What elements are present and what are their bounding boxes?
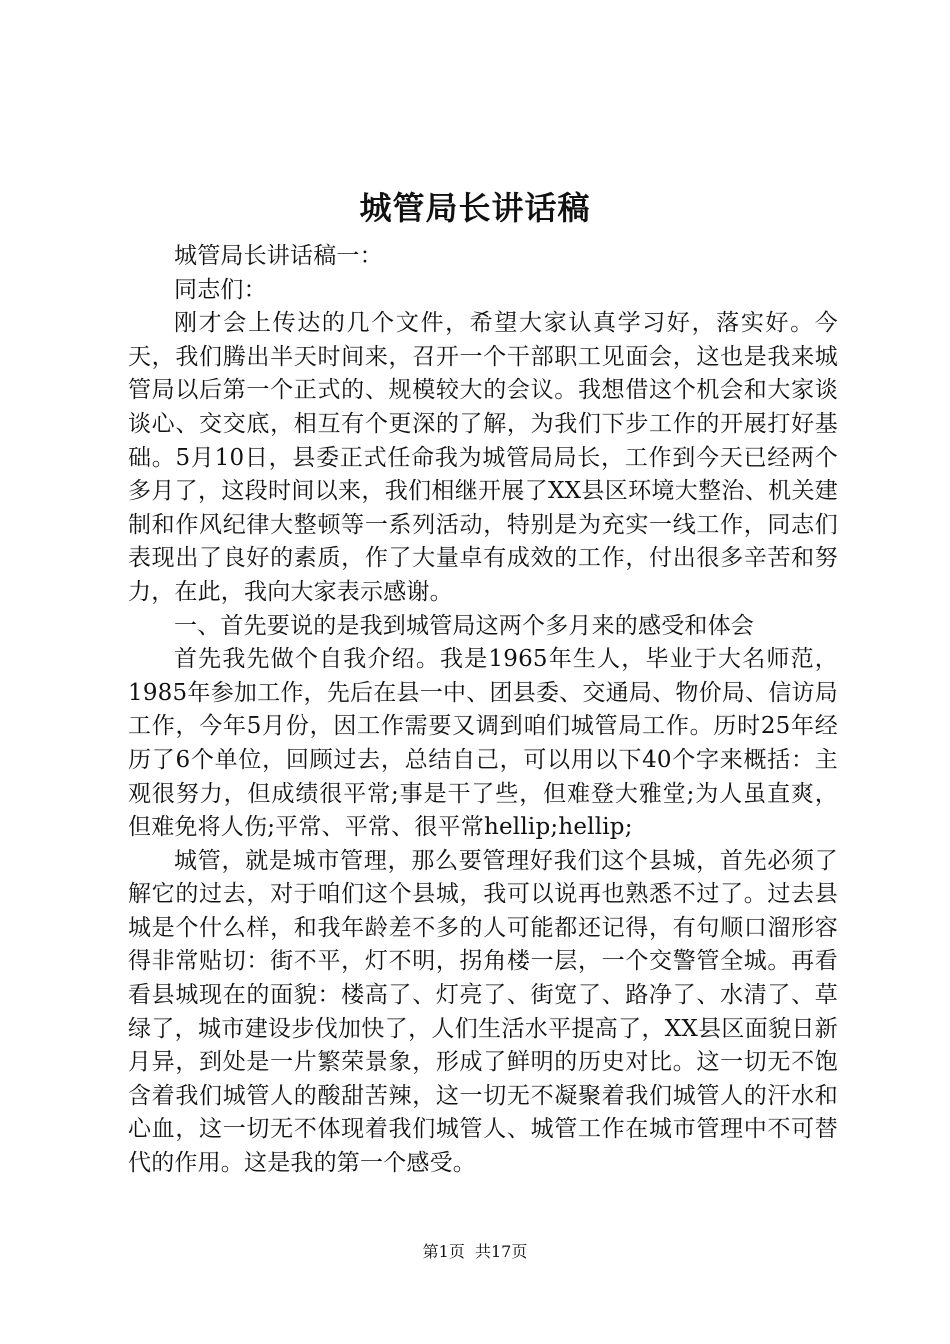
- paragraph-heading-one: 城管局长讲话稿一：: [174, 243, 383, 269]
- document-title: 城管局长讲话稿: [359, 189, 591, 227]
- paragraph-intro: 刚才会上传达的几个文件，希望大家认真学习好，落实好。今天，我们腾出半天时间来，召开一个干部职工见面会，这也是我来城管局以后第一个正式的、规模较大的会议。我想借这个机会和大家谈谈心、交交底，相互有个更深的了解，为我们下步工作的开展打好基础。5月10日，县委正式任命我为城管局局长，工作到今天已经两个多月了，这段时间以来，我们相继开展了XX县区环境大整治、机关建制和作风纪律大整顿等一系列活动，特别是为充实一线工作，同志们表现出了良好的素质，作了大量卓有成效的工作，付出很多辛苦和努力，在此，我向大家表示感谢。: [128, 310, 838, 605]
- paragraph-self-introduction: 首先我先做个自我介绍。我是1965年生人，毕业于大名师范，1985年参加工作，先后在县一中、团县委、交通局、物价局、信访局工作，今年5月份，因工作需要又调到咱们城管局工作。历时25年经历了6个单位，回顾过去，总结自己，可以用以下40个字来概括：主观很努力，但成绩很平常;事是干了些，但难登大雅堂;为人虽直爽，但难免将人伤;平常、平常、很平常hellip;hellip;: [128, 646, 838, 841]
- paragraph-city-management: 城管，就是城市管理，那么要管理好我们这个县城，首先必须了解它的过去，对于咱们这个县城，我可以说再也熟悉不过了。过去县城是个什么样，和我年龄差不多的人可能都还记得，有句顺口溜形容得非常贴切：街不平，灯不明，拐角楼一层，一个交警管全城。再看看县城现在的面貌：楼高了、灯亮了、街宽了、路净了、水清了、草绿了，城市建设步伐加快了，人们生活水平提高了，XX县区面貌日新月异，到处是一片繁荣景象，形成了鲜明的历史对比。这一切无不饱含着我们城管人的酸甜苦辣，这一切无不凝聚着我们城管人的汗水和心血，这一切无不体现着我们城管人、城管工作在城市管理中不可替代的作用。这是我的第一个感受。: [128, 847, 838, 1177]
- paragraph-salutation: 同志们：: [174, 276, 267, 303]
- paragraph-section-heading: 一、首先要说的是我到城管局这两个多月来的感受和体会: [174, 612, 754, 639]
- page-number: 第1页 共17页: [422, 1242, 528, 1261]
- page-footer: [0, 1242, 950, 1262]
- document-body: [128, 240, 838, 1181]
